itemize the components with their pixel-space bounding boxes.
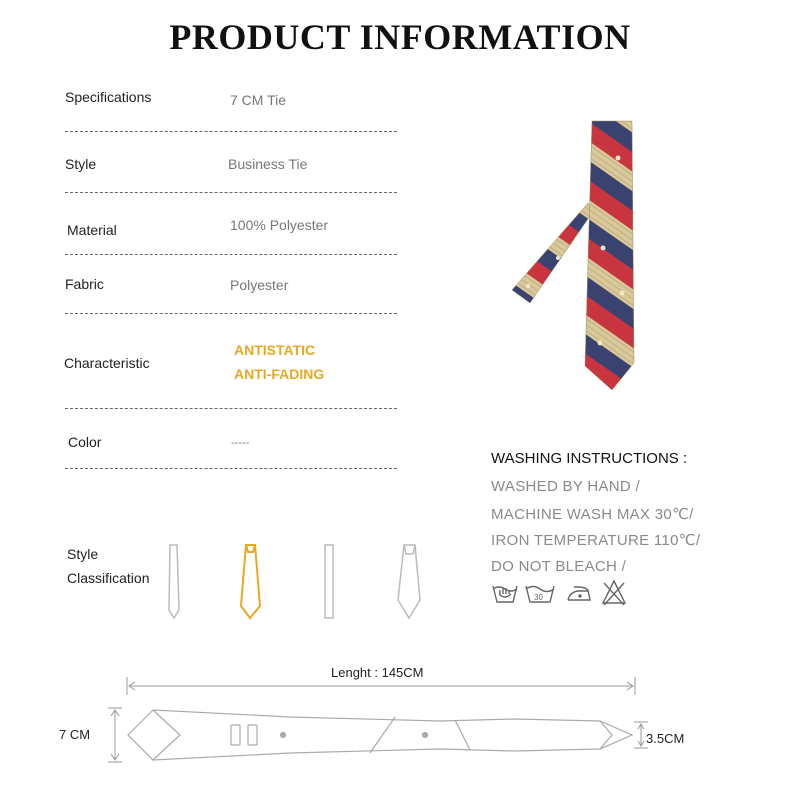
washing-line: DO NOT BLEACH / bbox=[491, 558, 627, 575]
do-not-bleach-icon bbox=[603, 581, 625, 605]
spec-label-fabric: Fabric bbox=[65, 276, 104, 292]
divider bbox=[65, 468, 397, 469]
style-option-flat-tie[interactable] bbox=[325, 545, 333, 618]
washing-line: WASHED BY HAND / bbox=[491, 478, 640, 495]
divider bbox=[65, 408, 397, 409]
style-tie-options bbox=[160, 540, 430, 625]
narrow-width-label: 3.5CM bbox=[646, 731, 685, 746]
tie-tail-blade bbox=[512, 203, 592, 303]
spec-label-style: Style bbox=[65, 156, 97, 172]
spec-value-characteristic-1: ANTISTATIC bbox=[234, 342, 316, 358]
divider bbox=[65, 192, 397, 193]
spec-value-color: ----- bbox=[231, 437, 250, 449]
washing-line: IRON TEMPERATURE 110℃/ bbox=[491, 532, 701, 549]
iron-icon bbox=[568, 587, 590, 600]
style-classification-label bbox=[67, 542, 149, 590]
spec-label-specifications: Specifications bbox=[65, 89, 152, 105]
washing-icons bbox=[490, 578, 640, 608]
wide-width-arrow bbox=[108, 708, 122, 762]
style-classification-label-line1: Style bbox=[67, 546, 99, 562]
machine-wash-temperature: 30 bbox=[534, 593, 543, 602]
hand-wash-icon bbox=[493, 586, 517, 602]
spec-label-characteristic: Characteristic bbox=[64, 355, 150, 371]
divider bbox=[65, 131, 397, 132]
length-label: Lenght : 145CM bbox=[331, 665, 424, 680]
wide-width-label: 7 CM bbox=[59, 727, 91, 742]
style-option-wide-tie[interactable] bbox=[398, 545, 420, 618]
washing-line: MACHINE WASH MAX 30℃/ bbox=[491, 506, 694, 523]
tie-front-blade bbox=[585, 121, 634, 390]
flat-tie-outline bbox=[128, 710, 632, 760]
washing-title: WASHING INSTRUCTIONS : bbox=[491, 450, 688, 467]
spec-value-fabric: Polyester bbox=[230, 277, 289, 293]
style-option-slim-tie-selected[interactable] bbox=[241, 545, 260, 618]
spec-label-material: Material bbox=[67, 222, 117, 238]
spec-value-material: 100% Polyester bbox=[230, 217, 329, 233]
spec-label-color: Color bbox=[68, 434, 102, 450]
page-title: PRODUCT INFORMATION bbox=[169, 17, 631, 57]
divider bbox=[65, 313, 397, 314]
style-classification-label-line2: Classification bbox=[67, 570, 150, 586]
spec-value-characteristic-2: ANTI-FADING bbox=[234, 366, 325, 382]
machine-wash-30-icon bbox=[526, 586, 554, 602]
tie-product-photo bbox=[500, 118, 650, 393]
style-option-skinny-tie[interactable] bbox=[169, 545, 179, 618]
spec-value-specifications: 7 CM Tie bbox=[230, 92, 287, 108]
divider bbox=[65, 254, 397, 255]
spec-value-style: Business Tie bbox=[228, 156, 308, 172]
